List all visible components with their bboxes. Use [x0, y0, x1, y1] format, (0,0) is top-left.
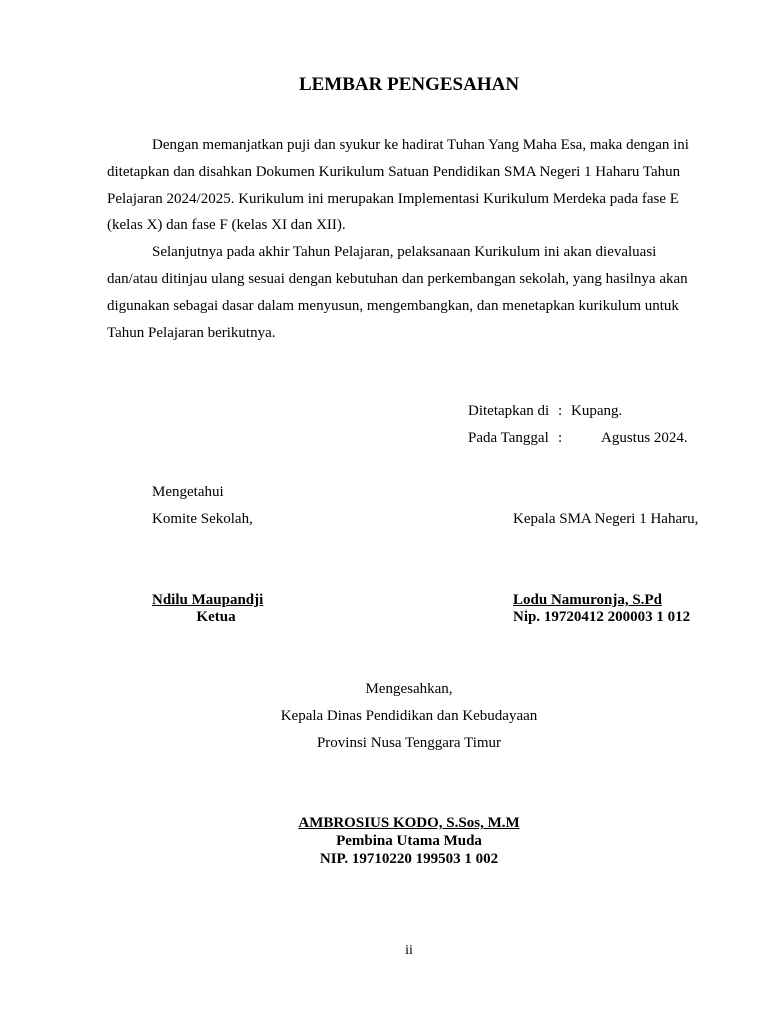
left-signatory-role: Ketua [196, 609, 236, 625]
approval-nip: NIP. 19710220 199503 1 002 [319, 851, 499, 867]
stipulation-date-label: Pada Tanggal [468, 430, 549, 446]
stipulation-place-value: Kupang. [571, 403, 623, 419]
paragraph-2-line-4: Tahun Pelajaran berikutnya. [107, 325, 276, 341]
approval-line-1: Mengesahkan, [365, 681, 453, 697]
left-signatory-line-1: Mengetahui [152, 484, 224, 500]
page-number: ii [405, 943, 413, 958]
page-title: LEMBAR PENGESAHAN [298, 74, 520, 95]
stipulation-place-label: Ditetapkan di [468, 403, 550, 419]
paragraph-1-line-1: Dengan memanjatkan puji dan syukur ke hadirat Tuhan Yang Maha Esa, maka dengan ini [152, 137, 689, 153]
stipulation-date-value: Agustus 2024. [601, 430, 688, 446]
right-signatory-line-1: Kepala SMA Negeri 1 Haharu, [513, 511, 699, 527]
paragraph-2-line-3: digunakan sebagai dasar dalam menyusun, mengembangkan, dan menetapkan kurikulum untuk [107, 298, 679, 314]
paragraph-1-line-2: ditetapkan dan disahkan Dokumen Kurikulum Satuan Pendidikan SMA Negeri 1 Haharu Tahun [107, 164, 681, 180]
approval-name: AMBROSIUS KODO, S.Sos, M.M [298, 815, 520, 831]
paragraph-1-line-3: Pelajaran 2024/2025. Kurikulum ini merupakan Implementasi Kurikulum Merdeka pada fase E [107, 191, 679, 207]
approval-line-2: Kepala Dinas Pendidikan dan Kebudayaan [280, 708, 538, 724]
paragraph-1-line-4: (kelas X) dan fase F (kelas XI dan XII). [107, 217, 346, 233]
left-signatory-line-2: Komite Sekolah, [152, 511, 253, 527]
right-signatory-nip: Nip. 19720412 200003 1 012 [513, 609, 691, 625]
left-signatory-name: Ndilu Maupandji [152, 592, 264, 608]
paragraph-2-line-1: Selanjutnya pada akhir Tahun Pelajaran, pelaksanaan Kurikulum ini akan dievaluasi [152, 244, 657, 260]
approval-rank: Pembina Utama Muda [336, 833, 482, 849]
stipulation-date-separator: : [558, 430, 563, 446]
stipulation-place-separator: : [558, 403, 563, 419]
paragraph-2-line-2: dan/atau ditinjau ulang sesuai dengan kebutuhan dan perkembangan sekolah, yang hasilnya akan [107, 271, 688, 287]
approval-line-3: Provinsi Nusa Tenggara Timur [316, 735, 502, 751]
right-signatory-name: Lodu Namuronja, S.Pd [513, 592, 662, 608]
